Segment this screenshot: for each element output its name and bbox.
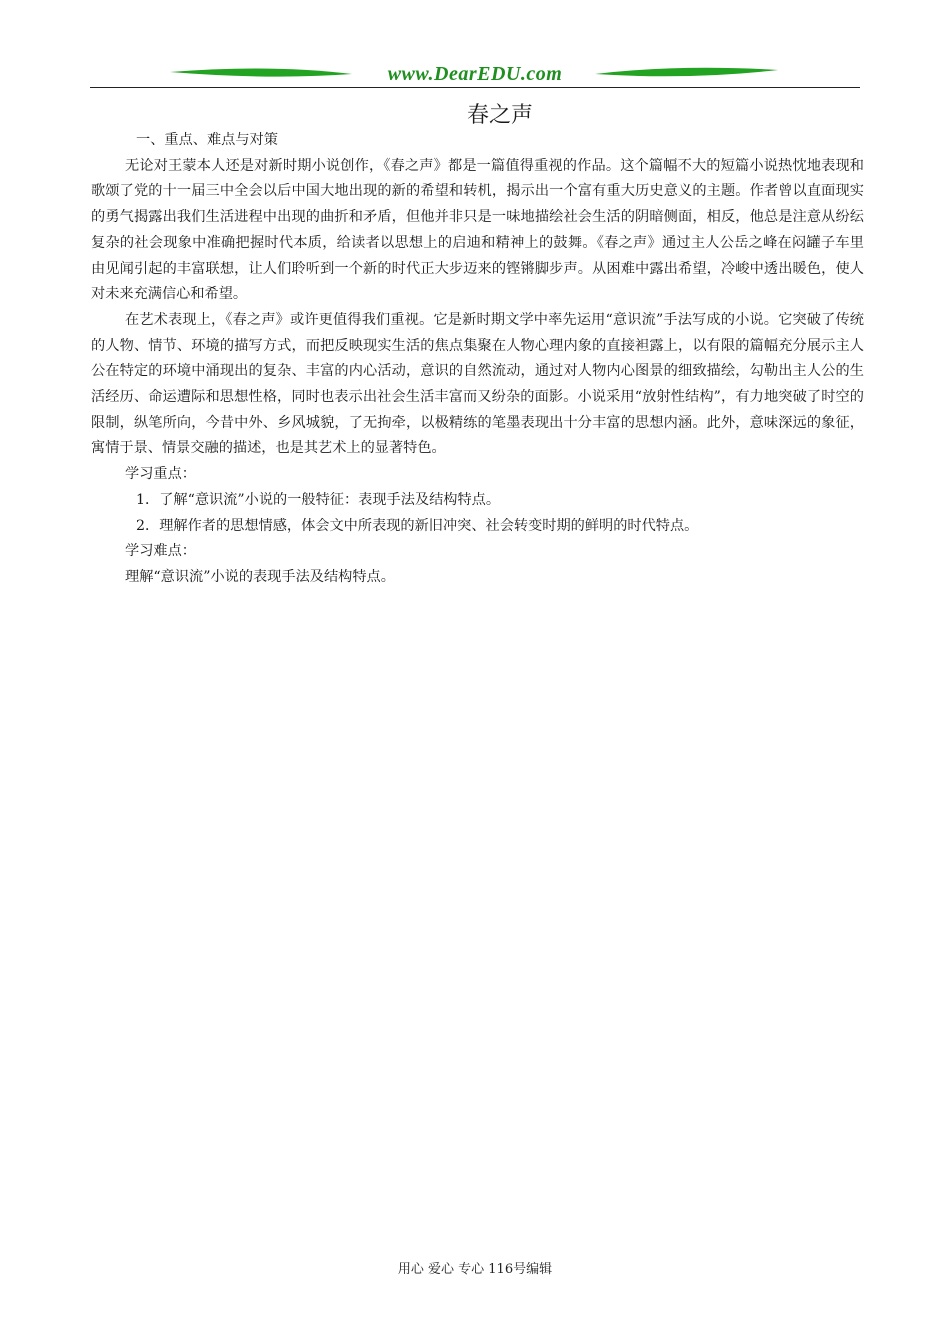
section-heading: 一、重点、难点与对策 [136, 132, 278, 148]
page-header [90, 60, 860, 90]
header-divider [90, 87, 860, 88]
paragraph: 无论对王蒙本人还是对新时期小说创作，《春之声》都是一篇值得重视的作品。这个篇幅不大的短篇小说热忱地表现和歌颂了党的十一届三中全会以后中国大地出现的新的希望和转机，揭示出一个富有重大历史意义的主题。作者曾以直面现实的勇气揭露出我们生活进程中出现的曲折和矛盾，但他并非只是一味地描绘社会生活的阴暗侧面，相反，他总是注意从纷纭复杂的社会现象中准确把握时代本质，给读者以思想上的启迪和精神上的鼓舞。《春之声》通过主人公岳之峰在闷罐子车里由见闻引起的丰富联想，让人们聆听到一个新的时代正大步迈来的铿锵脚步声。从困难中露出希望，冷峻中透出暖色，使人对未来充满信心和希望。 [91, 157, 864, 303]
site-logo: www.DearEDU.com [387, 63, 563, 85]
difficulty-text: 理解“意识流”小说的表现手法及结构特点。 [125, 568, 395, 585]
list-item: 1．了解“意识流”小说的一般特征：表现手法及结构特点。 [136, 491, 501, 508]
document-body [91, 128, 864, 591]
page-title: 春之声 [466, 103, 533, 128]
page-footer: 用心 爱心 专心 116号编辑 [397, 1262, 553, 1277]
difficulty-label: 学习难点： [125, 543, 196, 560]
list-item: 2．理解作者的思想情感，体会文中所表现的新旧冲突、社会转变时期的鲜明的时代特点。 [136, 517, 699, 534]
paragraph: 在艺术表现上，《春之声》或许更值得我们重视。它是新时期文学中率先运用“意识流”手法写成的小说。它突破了传统的人物、情节、环境的描写方式，而把反映现实生活的焦点集聚在人物心理内象的直接袒露上，以有限的篇幅充分展示主人公在特定的环境中涌现出的复杂、丰富的内心活动，意识的自然流动，通过对人物内心图景的细致描绘，勾勒出主人公的生活经历、命运遭际和思想性格，同时也表示出社会生活丰富而又纷杂的面影。小说采用“放射性结构”，有力地突破了时空的限制，纵笔所向，今昔中外、乡风城貌，了无拘牵，以极精练的笔墨表现出十分丰富的思想内涵。此外，意味深远的象征，寓情于景、情景交融的描述，也是其艺术上的显著特色。 [91, 311, 864, 457]
key-points-label: 学习重点： [125, 466, 196, 483]
